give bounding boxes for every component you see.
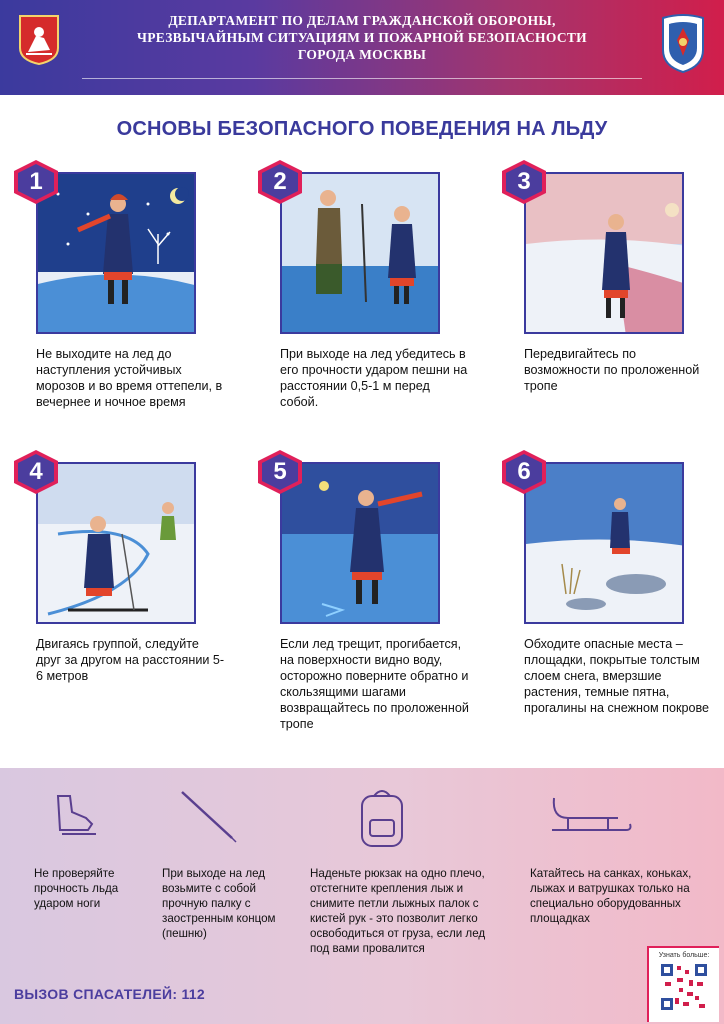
stick-icon — [178, 788, 238, 844]
qr-code-icon[interactable] — [661, 964, 707, 1010]
number-label-4: 4 — [29, 458, 43, 485]
rule-text-2: При выходе на лед убедитесь в его прочности ударом пешни на расстоянии 0,5-1 м перед собой. — [280, 347, 468, 409]
tip-text-2: При выходе на лед возьмите с собой прочную палку с заостренным концом (пешню) — [162, 867, 276, 940]
page-title: ОСНОВЫ БЕЗОПАСНОГО ПОВЕДЕНИЯ НА ЛЬДУ — [116, 118, 608, 140]
backpack-icon — [356, 786, 408, 850]
rule-illustration-5 — [280, 462, 440, 624]
emergency-department-emblem-icon — [659, 12, 707, 74]
qr-label: Узнать больше: — [658, 952, 710, 959]
rescue-call-number: ВЫЗОВ СПАСАТЕЛЕЙ: 112 — [14, 986, 205, 1002]
number-label-1: 1 — [29, 168, 43, 195]
moscow-coat-of-arms-icon — [18, 14, 60, 66]
number-badge-5 — [258, 450, 302, 494]
rule-illustration-2 — [280, 172, 440, 334]
rule-illustration-3 — [524, 172, 684, 334]
tip-text-1: Не проверяйте прочность льда ударом ноги — [34, 867, 119, 910]
department-title-line-2: ЧРЕЗВЫЧАЙНЫМ СИТУАЦИЯМ И ПОЖАРНОЙ БЕЗОПАСНОСТИ — [137, 30, 587, 45]
sled-icon — [548, 796, 632, 840]
rule-illustration-4 — [36, 462, 196, 624]
rule-text-6: Обходите опасные места – площадки, покрытые толстым слоем снега, вмерзшие растения, темные пятна, прогалины на снежном покрове — [524, 637, 710, 715]
rule-text-5: Если лед трещит, прогибается, на поверхности видно воду, осторожно поверните обратно и скользящими шагами возвращайтесь по проложенной тропе — [280, 637, 469, 731]
number-badge-4 — [14, 450, 58, 494]
qr-panel — [647, 946, 719, 1022]
rule-illustration-6 — [524, 462, 684, 624]
rule-text-3: Передвигайтесь по возможности по проложенной тропе — [524, 347, 700, 393]
number-badge-6 — [502, 450, 546, 494]
rule-illustration-1 — [36, 172, 196, 334]
number-badge-2 — [258, 160, 302, 204]
header-divider — [82, 78, 642, 79]
number-label-6: 6 — [517, 458, 531, 485]
boot-icon — [48, 790, 104, 840]
rule-text-4: Двигаясь группой, следуйте друг за другом на расстоянии 5-6 метров — [36, 637, 225, 683]
header-banner — [0, 0, 724, 95]
number-label-2: 2 — [273, 168, 287, 195]
number-label-5: 5 — [273, 458, 287, 485]
department-title — [100, 12, 624, 63]
number-badge-1 — [14, 160, 58, 204]
number-badge-3 — [502, 160, 546, 204]
tip-text-4: Катайтесь на санках, коньках, лыжах и ватрушках только на специально оборудованных площадках — [530, 867, 692, 925]
department-title-line-1: ДЕПАРТАМЕНТ ПО ДЕЛАМ ГРАЖДАНСКОЙ ОБОРОНЫ, — [168, 13, 556, 28]
rule-text-1: Не выходите на лед до наступления устойчивых морозов и во время оттепели, в вечернее и ночное время — [36, 347, 223, 409]
number-label-3: 3 — [517, 168, 531, 195]
department-title-line-3: ГОРОДА МОСКВЫ — [297, 47, 427, 62]
tip-text-3: Наденьте рюкзак на одно плечо, отстегните крепления лыж и снимите петли лыжных палок с кистей рук - это позволит легко освободиться от груза, если лед под вами провалится — [310, 867, 486, 955]
